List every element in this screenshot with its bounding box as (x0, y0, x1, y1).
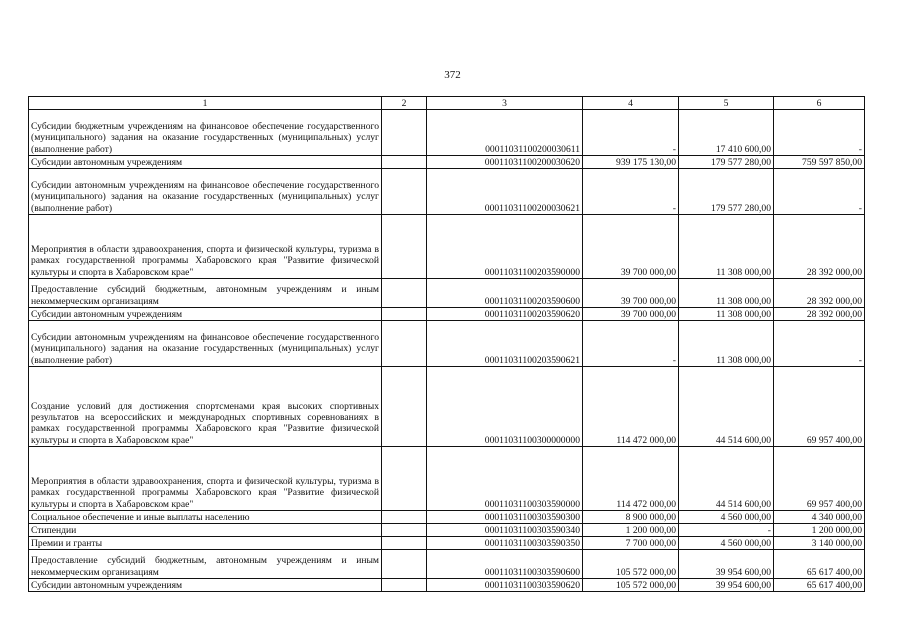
table-row (29, 447, 865, 511)
row-code-cell: 00011031100303590000 (427, 447, 583, 511)
table-row (29, 169, 865, 215)
row-code-cell: 00011031100200030611 (427, 110, 583, 156)
row-name-cell: Премии и гранты (29, 537, 382, 550)
table-row (29, 579, 865, 592)
row-col5-value: 11 308 000,00 (679, 308, 774, 321)
row-col4-value: 939 175 130,00 (583, 156, 679, 169)
row-col6-value: 28 392 000,00 (774, 215, 865, 279)
row-col4-value: - (583, 169, 679, 215)
row-col4-value: 114 472 000,00 (583, 367, 679, 447)
row-empty-cell (382, 215, 427, 279)
row-code-cell: 00011031100203590600 (427, 279, 583, 308)
row-name-cell: Предоставление субсидий бюджетным, автономным учреждениям и иным некоммерческим организациям (29, 279, 382, 308)
row-col6-value: - (774, 169, 865, 215)
row-col5-value: 44 514 600,00 (679, 447, 774, 511)
row-col6-value: 759 597 850,00 (774, 156, 865, 169)
row-name-cell: Стипендии (29, 524, 382, 537)
row-col5-value: 4 560 000,00 (679, 511, 774, 524)
row-code-cell: 00011031100303590600 (427, 550, 583, 579)
row-col4-value: - (583, 110, 679, 156)
row-col6-value: 65 617 400,00 (774, 550, 865, 579)
header-col-5: 5 (679, 97, 774, 110)
row-col4-value: 114 472 000,00 (583, 447, 679, 511)
row-name-cell: Мероприятия в области здравоохранения, спорта и физической культуры, туризма в рамках государственной программы Хабаровского края "Развитие физической культуры и спорта в Хабаровском крае" (29, 447, 382, 511)
header-col-6: 6 (774, 97, 865, 110)
row-col6-value: 69 957 400,00 (774, 447, 865, 511)
row-name-cell: Мероприятия в области здравоохранения, спорта и физической культуры, туризма в рамках государственной программы Хабаровского края "Развитие физической культуры и спорта в Хабаровском крае" (29, 215, 382, 279)
row-col4-value: 39 700 000,00 (583, 215, 679, 279)
row-col6-value: - (774, 110, 865, 156)
row-name-cell: Субсидии автономным учреждениям (29, 156, 382, 169)
row-col5-value: 39 954 600,00 (679, 579, 774, 592)
table-row (29, 367, 865, 447)
row-col5-value: 179 577 280,00 (679, 169, 774, 215)
row-empty-cell (382, 550, 427, 579)
row-col5-value: 11 308 000,00 (679, 321, 774, 367)
table-header-row (29, 97, 865, 110)
row-col4-value: 1 200 000,00 (583, 524, 679, 537)
row-code-cell: 00011031100300000000 (427, 367, 583, 447)
row-code-cell: 00011031100203590620 (427, 308, 583, 321)
row-col6-value: 28 392 000,00 (774, 279, 865, 308)
row-name-cell: Субсидии автономным учреждениям (29, 308, 382, 321)
header-col-1: 1 (29, 97, 382, 110)
row-name-cell: Субсидии бюджетным учреждениям на финансовое обеспечение государственного (муниципального) задания на оказание государственных (муниципальных) услуг (выполнение работ) (29, 110, 382, 156)
row-name-cell: Предоставление субсидий бюджетным, автономным учреждениям и иным некоммерческим организациям (29, 550, 382, 579)
row-col6-value: 3 140 000,00 (774, 537, 865, 550)
row-col4-value: - (583, 321, 679, 367)
row-col5-value: 4 560 000,00 (679, 537, 774, 550)
row-col4-value: 105 572 000,00 (583, 579, 679, 592)
row-empty-cell (382, 511, 427, 524)
row-col6-value: 28 392 000,00 (774, 308, 865, 321)
row-code-cell: 00011031100200030620 (427, 156, 583, 169)
table-row (29, 156, 865, 169)
row-col6-value: 4 340 000,00 (774, 511, 865, 524)
row-empty-cell (382, 579, 427, 592)
row-name-cell: Создание условий для достижения спортсменами края высоких спортивных результатов на всероссийских и международных спортивных соревнованиях в рамках государственной программы Хабаровского края "Развитие физической культуры и спорта в Хабаровском крае" (29, 367, 382, 447)
table-row (29, 308, 865, 321)
row-empty-cell (382, 110, 427, 156)
row-empty-cell (382, 308, 427, 321)
table-row (29, 550, 865, 579)
row-col6-value: 1 200 000,00 (774, 524, 865, 537)
row-col5-value: 179 577 280,00 (679, 156, 774, 169)
row-name-cell: Субсидии автономным учреждениям на финансовое обеспечение государственного (муниципального) задания на оказание государственных (муниципальных) услуг (выполнение работ) (29, 169, 382, 215)
row-col4-value: 39 700 000,00 (583, 279, 679, 308)
row-col5-value: 44 514 600,00 (679, 367, 774, 447)
row-empty-cell (382, 156, 427, 169)
header-col-2: 2 (382, 97, 427, 110)
row-col4-value: 8 900 000,00 (583, 511, 679, 524)
row-code-cell: 00011031100303590350 (427, 537, 583, 550)
row-empty-cell (382, 524, 427, 537)
row-code-cell: 00011031100203590621 (427, 321, 583, 367)
row-code-cell: 00011031100303590340 (427, 524, 583, 537)
row-col5-value: - (679, 524, 774, 537)
row-col5-value: 11 308 000,00 (679, 215, 774, 279)
row-empty-cell (382, 169, 427, 215)
row-col5-value: 11 308 000,00 (679, 279, 774, 308)
table-row (29, 537, 865, 550)
row-col6-value: 69 957 400,00 (774, 367, 865, 447)
row-code-cell: 00011031100303590620 (427, 579, 583, 592)
row-empty-cell (382, 279, 427, 308)
table-row (29, 110, 865, 156)
row-name-cell: Социальное обеспечение и иные выплаты населению (29, 511, 382, 524)
row-col4-value: 105 572 000,00 (583, 550, 679, 579)
row-col6-value: - (774, 321, 865, 367)
row-col4-value: 7 700 000,00 (583, 537, 679, 550)
row-code-cell: 00011031100200030621 (427, 169, 583, 215)
row-name-cell: Субсидии автономным учреждениям на финансовое обеспечение государственного (муниципального) задания на оказание государственных (муниципальных) услуг (выполнение работ) (29, 321, 382, 367)
row-empty-cell (382, 321, 427, 367)
row-empty-cell (382, 447, 427, 511)
row-col5-value: 17 410 600,00 (679, 110, 774, 156)
page-number: 372 (444, 69, 461, 81)
row-col5-value: 39 954 600,00 (679, 550, 774, 579)
header-col-3: 3 (427, 97, 583, 110)
table-row (29, 511, 865, 524)
table-row (29, 321, 865, 367)
row-col6-value: 65 617 400,00 (774, 579, 865, 592)
row-code-cell: 00011031100303590300 (427, 511, 583, 524)
row-col4-value: 39 700 000,00 (583, 308, 679, 321)
row-code-cell: 00011031100203590000 (427, 215, 583, 279)
row-empty-cell (382, 367, 427, 447)
table-row (29, 524, 865, 537)
row-name-cell: Субсидии автономным учреждениям (29, 579, 382, 592)
row-empty-cell (382, 537, 427, 550)
budget-table (28, 96, 865, 592)
table-row (29, 215, 865, 279)
table-row (29, 279, 865, 308)
header-col-4: 4 (583, 97, 679, 110)
